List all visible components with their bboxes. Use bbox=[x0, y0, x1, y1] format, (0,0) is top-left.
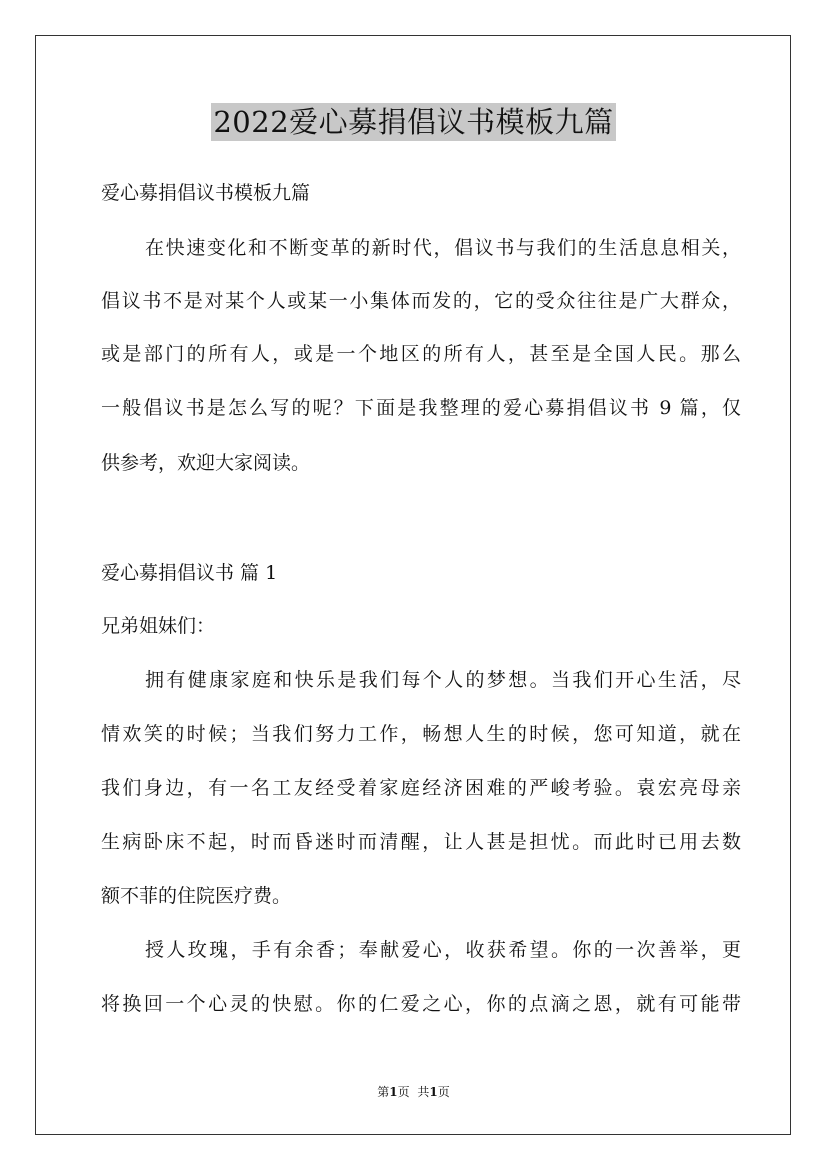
paragraph-line: 额不菲的住院医疗费。 bbox=[101, 885, 292, 907]
page-suffix: 页 bbox=[397, 1085, 410, 1099]
paragraph-line: 情欢笑的时候；当我们努力工作，畅想人生的时候，您可知道，就在 bbox=[101, 723, 741, 745]
intro-line: 一般倡议书是怎么写的呢？下面是我整理的爱心募捐倡议书 9 篇，仅 bbox=[101, 397, 741, 419]
intro-line: 或是部门的所有人，或是一个地区的所有人，甚至是全国人民。那么 bbox=[101, 343, 741, 365]
intro-line: 倡议书不是对某个人或某一小集体而发的，它的受众往往是广大群众， bbox=[101, 290, 741, 312]
intro-line: 在快速变化和不断变革的新时代，倡议书与我们的生活息息相关， bbox=[145, 237, 741, 259]
paragraph-line: 授人玫瑰，手有余香；奉献爱心，收获希望。你的一次善举，更 bbox=[145, 939, 741, 961]
paragraph-line: 将换回一个心灵的快慰。你的仁爱之心，你的点滴之恩，就有可能带 bbox=[101, 993, 741, 1015]
page-footer bbox=[0, 1084, 827, 1100]
paragraph-line: 拥有健康家庭和快乐是我们每个人的梦想。当我们开心生活，尽 bbox=[145, 669, 741, 691]
total-suffix: 页 bbox=[437, 1085, 450, 1099]
subtitle: 爱心募捐倡议书模板九篇 bbox=[101, 182, 311, 204]
salutation: 兄弟姐妹们： bbox=[101, 615, 216, 637]
section-heading: 爱心募捐倡议书 篇 1 bbox=[101, 562, 278, 584]
total-pages: 1 bbox=[429, 1085, 438, 1099]
intro-line: 供参考，欢迎大家阅读。 bbox=[101, 452, 311, 474]
paragraph-line: 我们身边，有一名工友经受着家庭经济困难的严峻考验。袁宏亮母亲 bbox=[101, 777, 741, 799]
title-container bbox=[0, 103, 827, 141]
total-prefix: 共 bbox=[417, 1085, 430, 1099]
document-title: 2022爱心募捐倡议书模板九篇 bbox=[213, 105, 614, 139]
page-prefix: 第 bbox=[377, 1085, 390, 1099]
page-number: 1 bbox=[389, 1085, 398, 1099]
paragraph-line: 生病卧床不起，时而昏迷时而清醒，让人甚是担忧。而此时已用去数 bbox=[101, 831, 741, 853]
